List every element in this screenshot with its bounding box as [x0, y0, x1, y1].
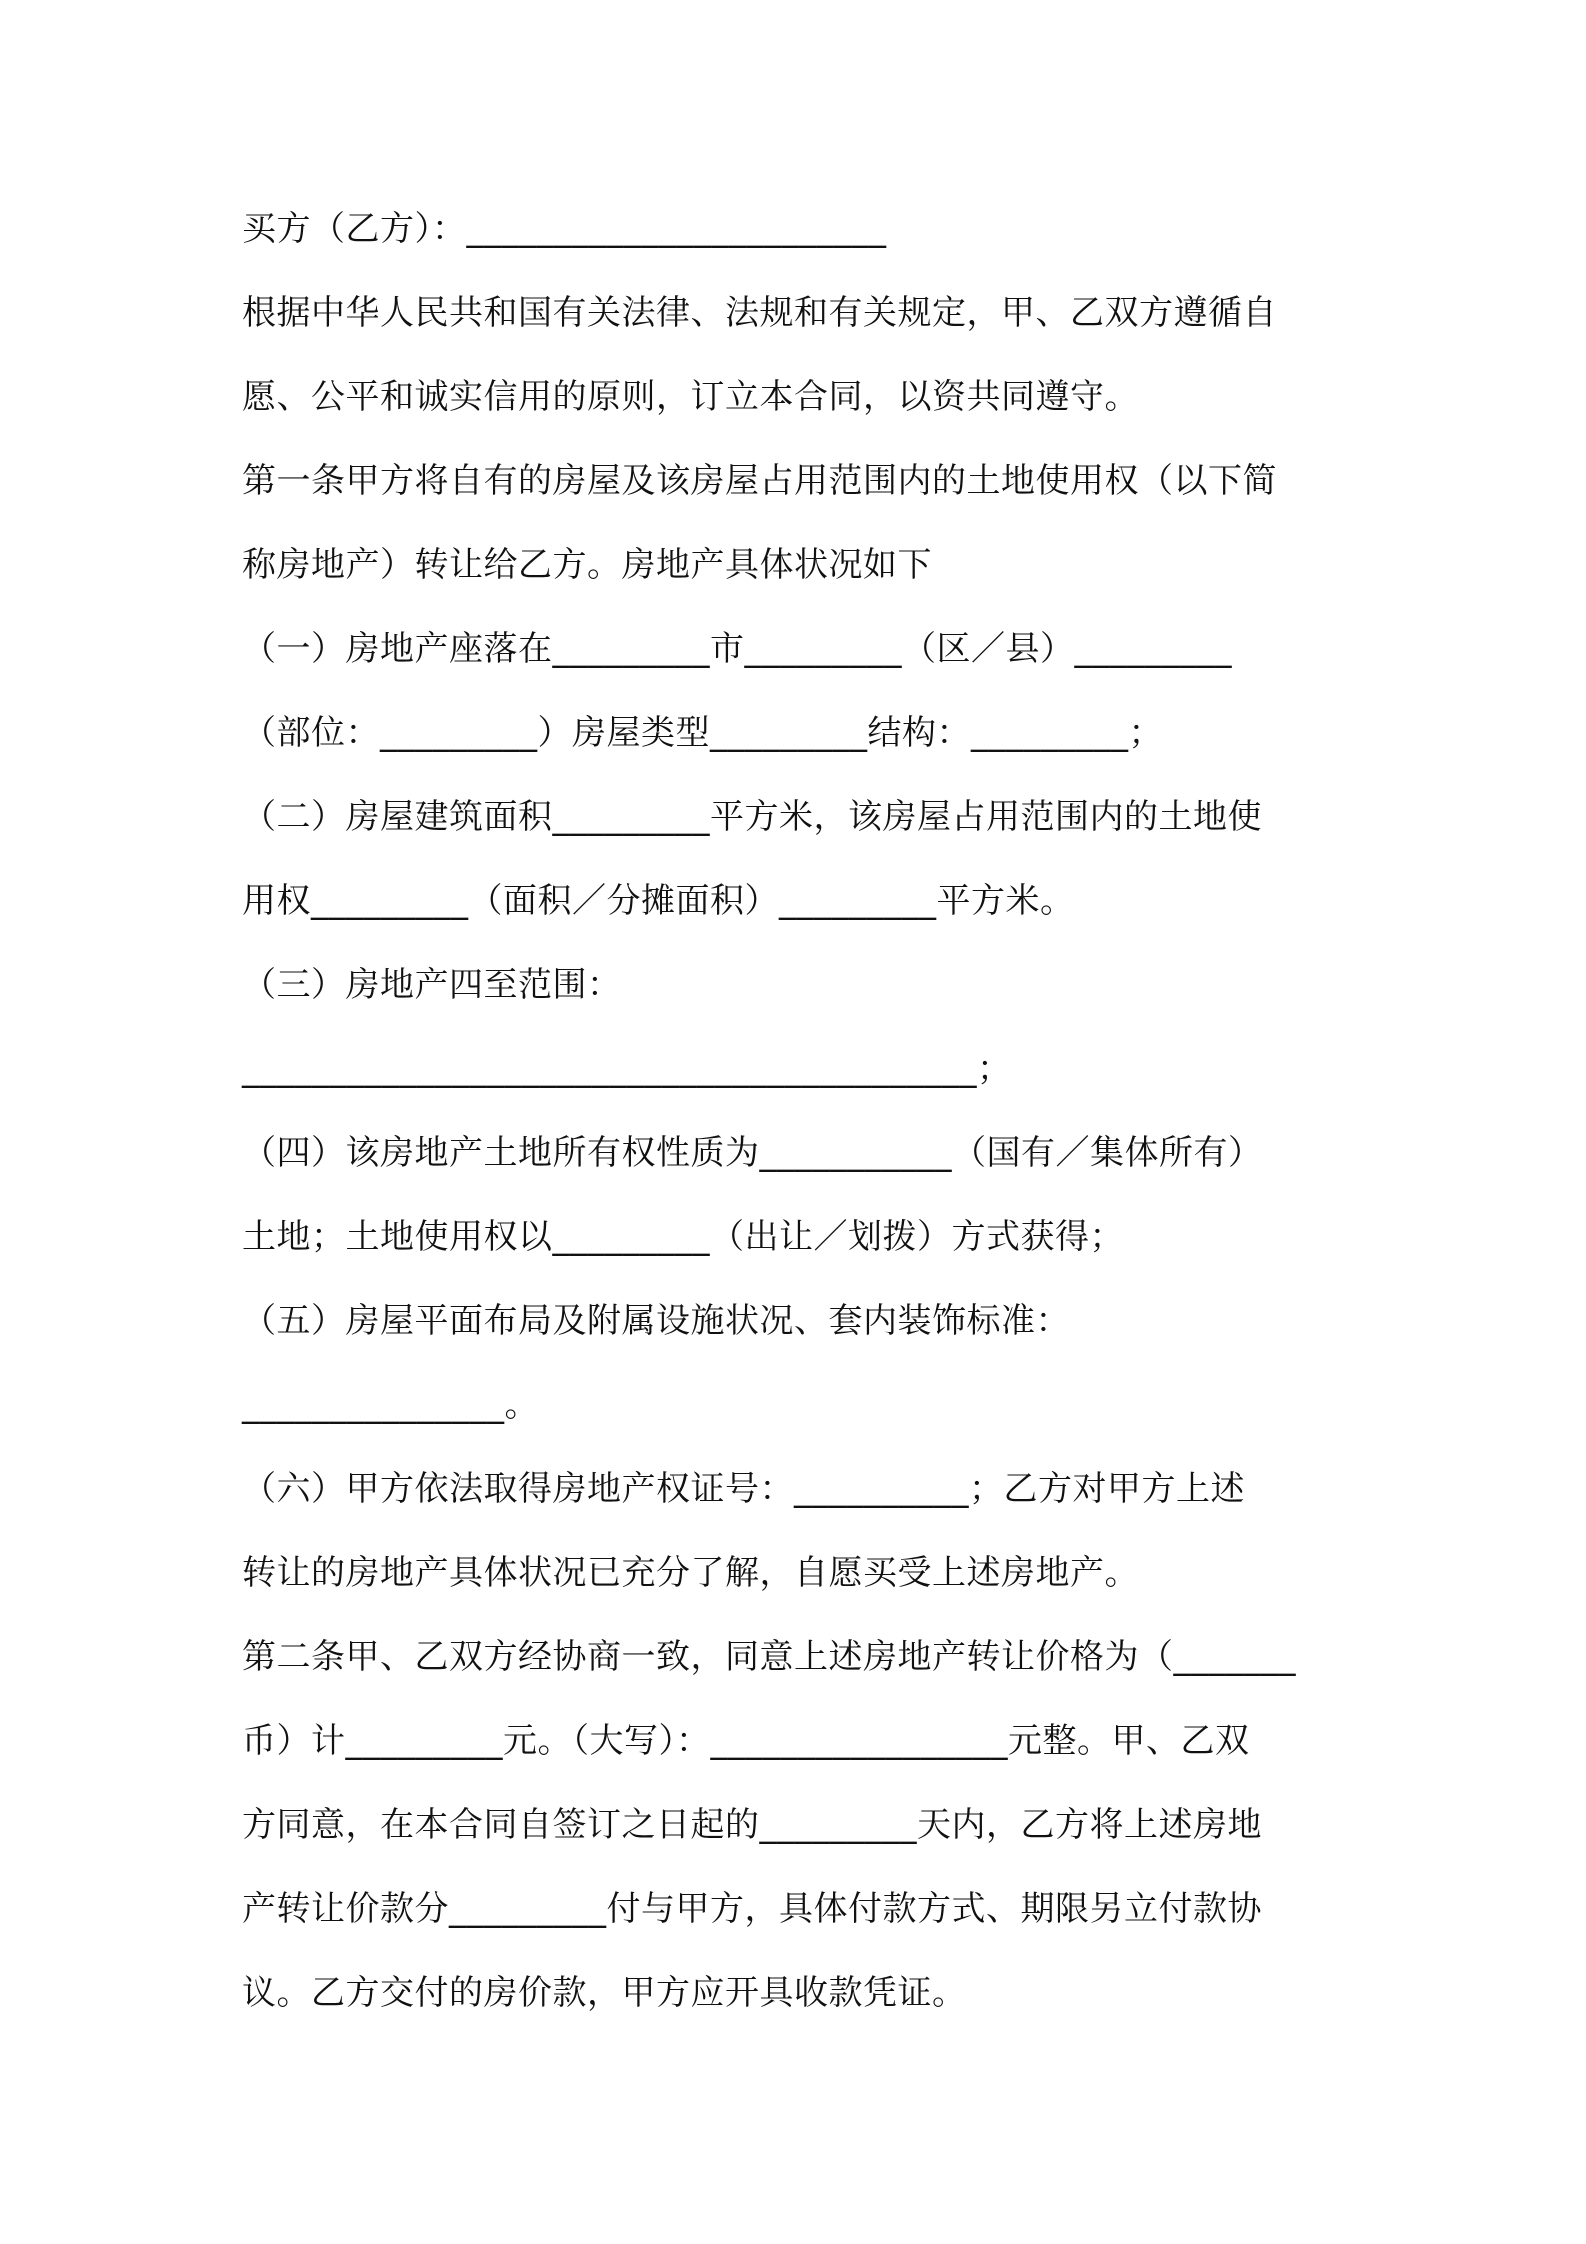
article-1-line-2: 称房地产）转让给乙方。房地产具体状况如下	[242, 545, 932, 585]
item-1-line-1: （一）房地产座落在_________市_________（区／县）_________	[242, 629, 1232, 669]
article-2-line-2: 币）计_________元。（大写）：_________________元整。甲、乙双	[242, 1721, 1250, 1761]
item-2-line-2: 用权_________（面积／分摊面积）_________平方米。	[242, 881, 1075, 921]
item-5-line-2: _______________。	[242, 1385, 539, 1425]
item-5-line-1: （五）房屋平面布局及附属设施状况、套内装饰标准：	[242, 1301, 1070, 1341]
item-4-line-1: （四）该房地产土地所有权性质为___________（国有／集体所有）	[242, 1133, 1263, 1173]
buyer-line: 买方（乙方）：________________________	[242, 209, 887, 249]
preamble-line-2: 愿、公平和诚实信用的原则，订立本合同，以资共同遵守。	[242, 377, 1139, 417]
article-1-line-1: 第一条甲方将自有的房屋及该房屋占用范围内的土地使用权（以下简	[242, 461, 1277, 501]
item-4-line-2: 土地；土地使用权以_________（出让／划拨）方式获得；	[242, 1217, 1124, 1257]
item-3-line-2: __________________________________________；	[242, 1049, 1012, 1089]
article-2-line-3: 方同意，在本合同自签订之日起的_________天内，乙方将上述房地	[242, 1805, 1262, 1845]
article-2-line-4: 产转让价款分_________付与甲方，具体付款方式、期限另立付款协	[242, 1889, 1262, 1929]
article-2-line-1: 第二条甲、乙双方经协商一致，同意上述房地产转让价格为（_______	[242, 1637, 1296, 1677]
article-2-line-5: 议。乙方交付的房价款，甲方应开具收款凭证。	[242, 1973, 967, 2013]
item-3-line-1: （三）房地产四至范围：	[242, 965, 622, 1005]
item-6-line-2: 转让的房地产具体状况已充分了解，自愿买受上述房地产。	[242, 1553, 1139, 1593]
item-6-line-1: （六）甲方依法取得房地产权证号：__________；乙方对甲方上述	[242, 1469, 1245, 1509]
item-2-line-1: （二）房屋建筑面积_________平方米，该房屋占用范围内的土地使	[242, 797, 1262, 837]
preamble-line-1: 根据中华人民共和国有关法律、法规和有关规定，甲、乙双方遵循自	[242, 293, 1277, 333]
item-1-line-2: （部位：_________）房屋类型_________结构：_________；	[242, 713, 1163, 753]
